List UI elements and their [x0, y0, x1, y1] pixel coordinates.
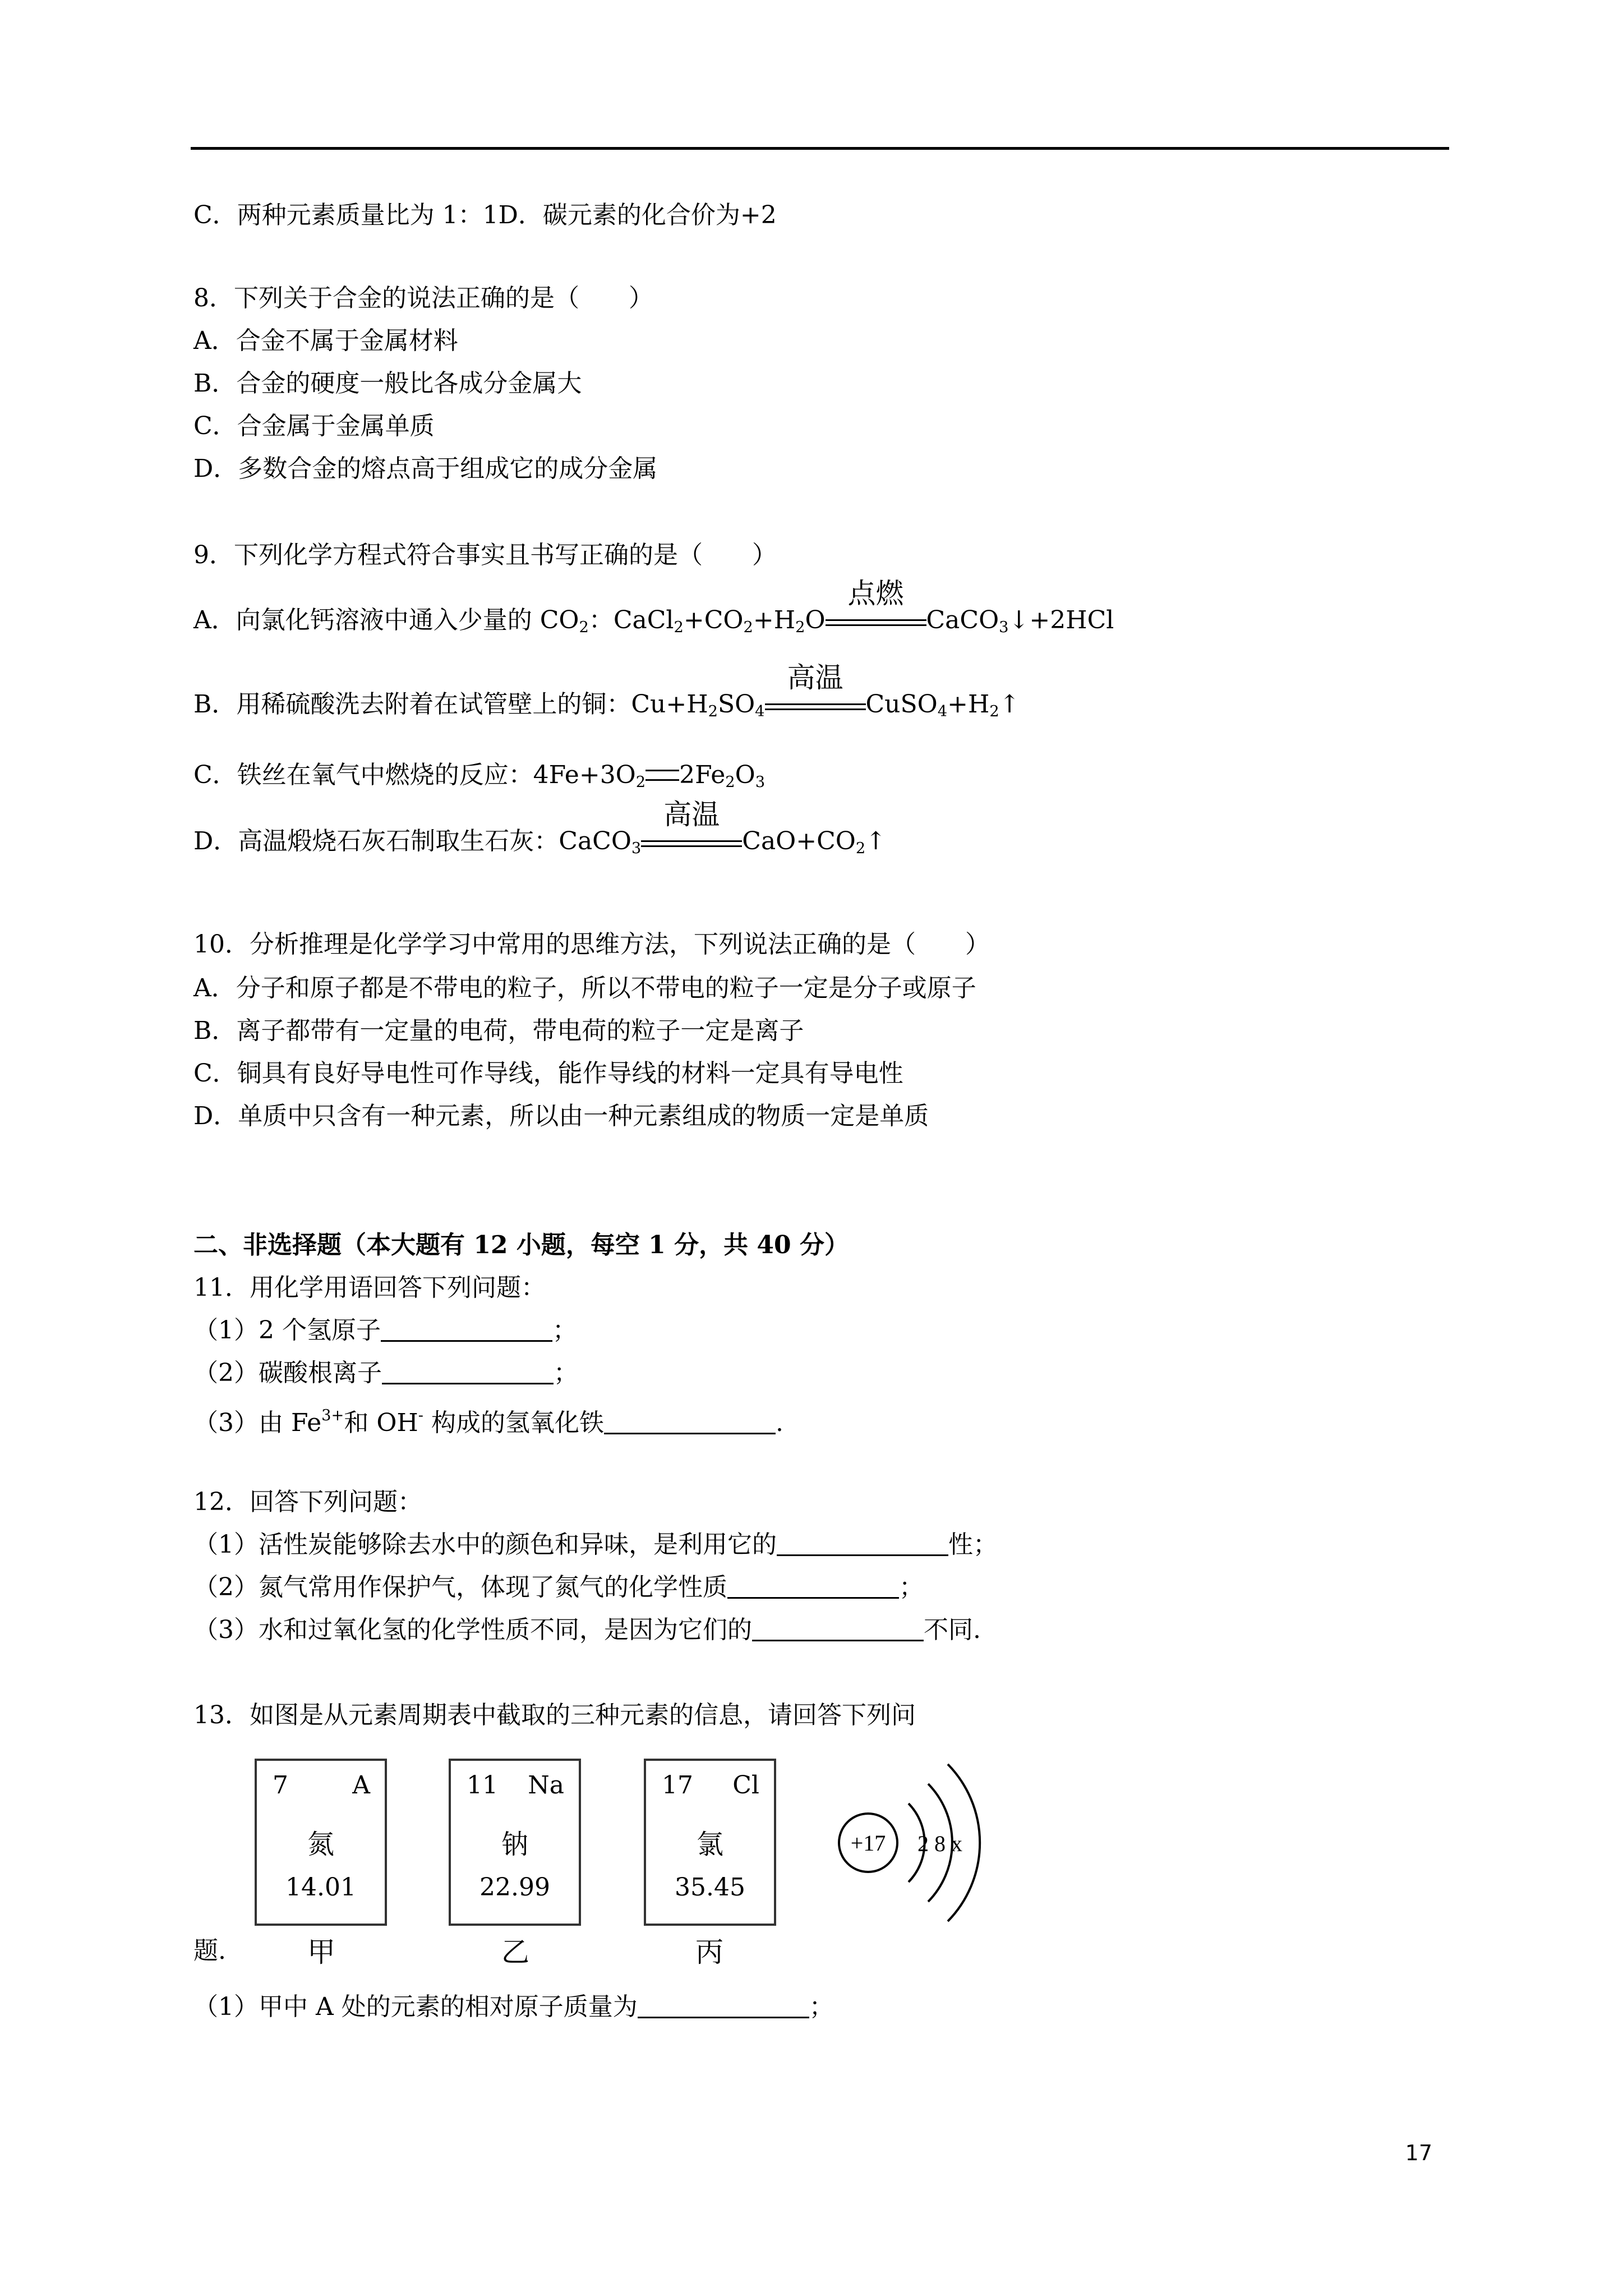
- header-rule: [191, 147, 1449, 150]
- q8-option-b: B．合金的硬度一般比各成分金属大: [193, 369, 582, 398]
- caption-yi: 乙: [501, 1936, 529, 1968]
- q11-part-2: （2）碳酸根离子 ；: [193, 1359, 578, 1387]
- q11-stem: 11．用化学用语回答下列问题：: [193, 1273, 546, 1302]
- reaction-condition: 高温: [641, 828, 742, 850]
- q10-option-d: D．单质中只含有一种元素，所以由一种元素组成的物质一定是单质: [193, 1102, 929, 1130]
- page-number: 17: [1405, 2141, 1432, 2165]
- reaction-condition: 高温: [765, 691, 866, 714]
- caption-bing: 丙: [695, 1936, 723, 1968]
- q9-stem: 9．下列化学方程式符合事实且书写正确的是（ ）: [193, 541, 777, 569]
- answer-blank[interactable]: [382, 1358, 554, 1384]
- q8-option-d: D．多数合金的熔点高于组成它的成分金属: [193, 454, 658, 483]
- element-card-jia: 7 A 氮 14.01: [255, 1759, 387, 1926]
- answer-blank[interactable]: [638, 1992, 809, 2018]
- q10-option-c: C．铜具有良好导电性可作导线，能作导线的材料一定具有导电性: [193, 1059, 903, 1088]
- q13-part-1: （1）甲中 A 处的元素的相对原子质量为 ；: [193, 1993, 834, 2021]
- section-2-title: 二、非选择题（本大题有 12 小题，每空 1 分，共 40 分）: [193, 1231, 849, 1259]
- q9-option-b: B．用稀硫酸洗去附着在试管壁上的铜：$Cu+H_2SO_4$ 高温 $CuSO_4+H_2↑$: [193, 661, 1020, 720]
- q10-stem: 10．分析推理是化学学习中常用的思维方法，下列说法正确的是（ ）: [193, 930, 990, 959]
- atom-structure-diagram: [830, 1739, 998, 1930]
- q12-stem: 12．回答下列问题：: [193, 1488, 422, 1516]
- q9-option-a: A．向氯化钙溶液中通入少量的 $CO_2$：$CaCl_2+CO_2+H_2O$ 点燃 CaCO$_3$↓+2HCl: [193, 577, 1114, 636]
- q7-option-c: C．两种元素质量比为 1：1: [193, 201, 499, 229]
- q9-option-d: D．高温煅烧石灰石制取生石灰：CaCO$_3$ 高温 $CaO+CO_2↑$: [193, 798, 887, 857]
- equals-sign: [645, 770, 679, 781]
- q12-part-2: （2）氮气常用作保护气，体现了氮气的化学性质 ；: [193, 1573, 924, 1602]
- answer-blank[interactable]: [752, 1615, 924, 1641]
- q8-option-a: A．合金不属于金属材料: [193, 326, 458, 355]
- answer-blank[interactable]: [604, 1408, 776, 1434]
- element-card-yi: 11 Na 钠 22.99: [449, 1759, 581, 1926]
- nucleus-charge: +17: [850, 1830, 886, 1856]
- q10-option-b: B．离子都带有一定量的电荷，带电荷的粒子一定是离子: [193, 1016, 804, 1045]
- q8-option-c: C．合金属于金属单质: [193, 412, 435, 440]
- element-card-bing: 17 Cl 氯 35.45: [644, 1759, 776, 1926]
- answer-blank[interactable]: [381, 1315, 552, 1342]
- q12-part-3: （3）水和过氧化氢的化学性质不同，是因为它们的 不同.: [193, 1616, 981, 1644]
- q10-option-a: A．分子和原子都是不带电的粒子，所以不带电的粒子一定是分子或原子: [193, 974, 976, 1002]
- answer-blank[interactable]: [727, 1572, 899, 1599]
- q13-stem-tail: 题.: [193, 1936, 226, 1965]
- q7-option-d: D．碳元素的化合价为+2: [498, 201, 777, 229]
- q12-part-1: （1）活性炭能够除去水中的颜色和异味，是利用它的 性；: [193, 1530, 998, 1559]
- caption-jia: 甲: [307, 1936, 335, 1968]
- q9-option-c: C．铁丝在氧气中燃烧的反应：$4Fe+3O_2$ $2Fe_2O_3$: [193, 761, 766, 791]
- q11-part-3: （3）由 $Fe^{3+}$和 OH- 构成的氢氧化铁 .: [193, 1407, 784, 1438]
- reaction-condition: 点燃: [826, 607, 926, 629]
- q7-options: [193, 199, 777, 232]
- q8-stem: 8．下列关于合金的说法正确的是（ ）: [193, 284, 653, 312]
- q11-part-1: （1）2 个氢原子 ；: [193, 1316, 577, 1345]
- answer-blank[interactable]: [777, 1530, 948, 1556]
- electron-counts: 2 8 x: [917, 1831, 962, 1856]
- q13-stem: 13．如图是从元素周期表中截取的三种元素的信息，请回答下列问: [193, 1701, 916, 1729]
